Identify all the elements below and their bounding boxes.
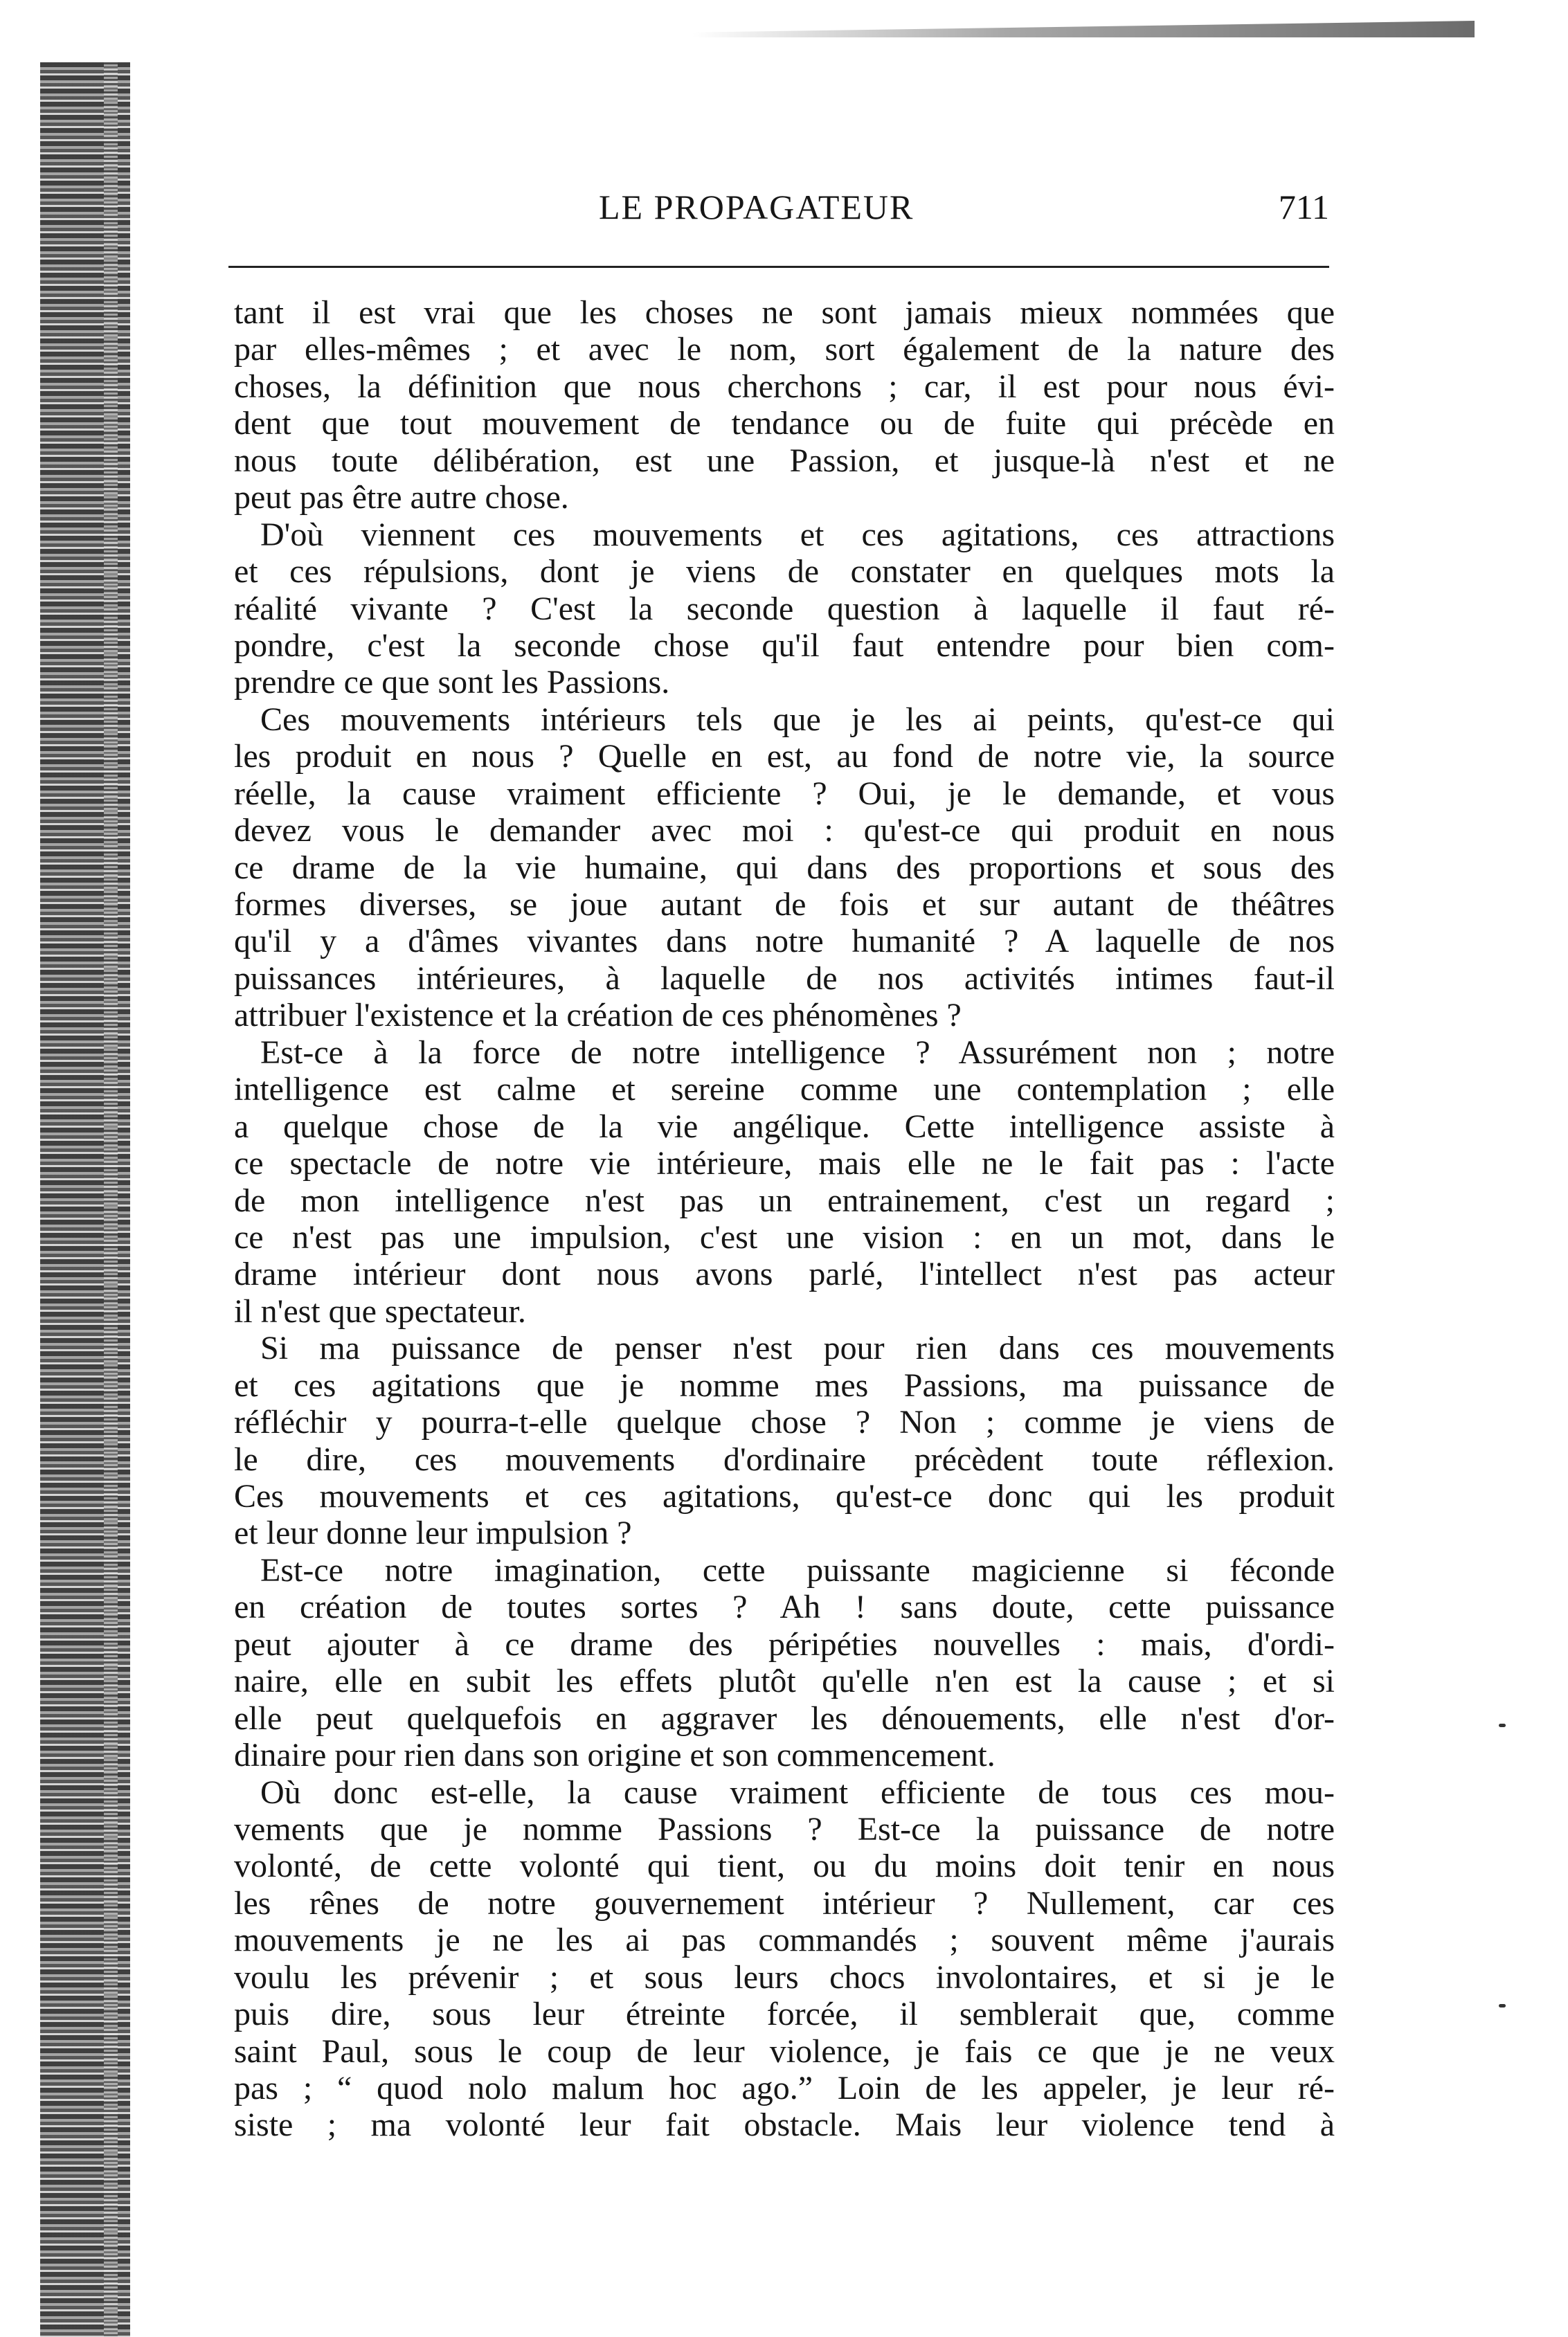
text-line: siste ; ma volonté leur fait obstacle. Mais leur violence tend à xyxy=(234,2106,1335,2144)
text-line: saint Paul, sous le coup de leur violence, je fais ce que je ne veux xyxy=(234,2032,1335,2070)
text-line: le dire, ces mouvements d'ordinaire précèdent toute réflexion. xyxy=(234,1441,1335,1478)
scanned-page-edge-shadow xyxy=(104,62,118,2337)
text-line: ce drame de la vie humaine, qui dans des proportions et sous des xyxy=(234,849,1335,886)
text-line: mouvements je ne les ai pas commandés ; souvent même j'aurais xyxy=(234,1922,1335,1959)
text-line: par elles-mêmes ; et avec le nom, sort également de la nature des xyxy=(234,331,1335,368)
running-header xyxy=(228,187,1329,235)
text-line: naire, elle en subit les effets plutôt qu'elle n'en est la cause ; et si xyxy=(234,1663,1335,1700)
page-number: 711 xyxy=(1278,188,1329,226)
text-line: pas ; “ quod nolo malum hoc ago.” Loin de les appeler, je leur ré- xyxy=(234,2070,1335,2106)
text-line: et leur donne leur impulsion ? xyxy=(234,1515,632,1552)
paragraph-start-line: D'où viennent ces mouvements et ces agitations, ces attractions xyxy=(260,516,1335,553)
paragraph-start-line: Est-ce à la force de notre intelligence ? Assurément non ; notre xyxy=(260,1034,1335,1071)
text-line: a quelque chose de la vie angélique. Cette intelligence assiste à xyxy=(234,1108,1335,1145)
text-line: réfléchir y pourra-t-elle quelque chose ? Non ; comme je viens de xyxy=(234,1404,1335,1441)
text-line: prendre ce que sont les Passions. xyxy=(234,664,670,701)
margin-speck xyxy=(1499,2004,1506,2007)
text-line: elle peut quelquefois en aggraver les dénouements, elle n'est d'or- xyxy=(234,1699,1335,1737)
text-line: attribuer l'existence et la création de ces phénomènes ? xyxy=(234,997,962,1034)
margin-speck xyxy=(1499,1724,1506,1727)
text-line: peut pas être autre chose. xyxy=(234,479,569,516)
text-line: pondre, c'est la seconde chose qu'il faut entendre pour bien com- xyxy=(234,626,1335,664)
text-line: volonté, de cette volonté qui tient, ou du moins doit tenir en nous xyxy=(234,1848,1335,1885)
text-line: il n'est que spectateur. xyxy=(234,1292,526,1330)
text-line: ce spectacle de notre vie intérieure, mais elle ne le fait pas : l'acte xyxy=(234,1145,1335,1182)
scan-smudge xyxy=(692,21,1475,37)
paragraph-start-line: Où donc est-elle, la cause vraiment efficiente de tous ces mou- xyxy=(260,1774,1335,1811)
text-line: les rênes de notre gouvernement intérieur ? Nullement, car ces xyxy=(234,1884,1335,1922)
header-rule xyxy=(228,266,1329,268)
text-line: tant il est vrai que les choses ne sont jamais mieux nommées que xyxy=(234,294,1335,331)
text-line: devez vous le demander avec moi : qu'est-ce qui produit en nous xyxy=(234,812,1335,849)
text-line: ce n'est pas une impulsion, c'est une vision : en un mot, dans le xyxy=(234,1218,1335,1256)
text-line: réelle, la cause vraiment efficiente ? Oui, je le demande, et vous xyxy=(234,775,1335,812)
text-line: puissances intérieures, à laquelle de nos activités intimes faut-il xyxy=(234,959,1335,997)
running-title: LE PROPAGATEUR xyxy=(599,188,914,226)
text-line: en création de toutes sortes ? Ah ! sans doute, cette puissance xyxy=(234,1589,1335,1626)
paragraph-start-line: Ces mouvements intérieurs tels que je les ai peints, qu'est-ce qui xyxy=(260,701,1335,738)
text-line: de mon intelligence n'est pas un entrainement, c'est un regard ; xyxy=(234,1182,1335,1219)
text-line: intelligence est calme et sereine comme une contemplation ; elle xyxy=(234,1071,1335,1108)
text-line: choses, la définition que nous cherchons ; car, il est pour nous évi- xyxy=(234,368,1335,405)
text-line: formes diverses, se joue autant de fois et sur autant de théâtres xyxy=(234,886,1335,923)
text-line: nous toute délibération, est une Passion, et jusque-là n'est et ne xyxy=(234,442,1335,479)
body-text xyxy=(234,294,1335,2232)
text-line: et ces agitations que je nomme mes Passions, ma puissance de xyxy=(234,1366,1335,1404)
text-line: Ces mouvements et ces agitations, qu'est-ce donc qui les produit xyxy=(234,1478,1335,1515)
text-line: peut ajouter à ce drame des péripéties nouvelles : mais, d'ordi- xyxy=(234,1625,1335,1663)
paragraph-start-line: Est-ce notre imagination, cette puissante magicienne si féconde xyxy=(260,1551,1335,1589)
text-line: voulu les prévenir ; et sous leurs chocs involontaires, et si je le xyxy=(234,1958,1335,1996)
text-line: drame intérieur dont nous avons parlé, l'intellect n'est pas acteur xyxy=(234,1256,1335,1293)
text-line: et ces répulsions, dont je viens de constater en quelques mots la xyxy=(234,553,1335,590)
text-line: qu'il y a d'âmes vivantes dans notre humanité ? A laquelle de nos xyxy=(234,923,1335,960)
text-line: les produit en nous ? Quelle en est, au fond de notre vie, la source xyxy=(234,738,1335,775)
text-line: réalité vivante ? C'est la seconde question à laquelle il faut ré- xyxy=(234,590,1335,627)
text-line: puis dire, sous leur étreinte forcée, il semblerait que, comme xyxy=(234,1996,1335,2033)
paragraph-start-line: Si ma puissance de penser n'est pour rien dans ces mouvements xyxy=(260,1330,1335,1367)
text-line: dent que tout mouvement de tendance ou de fuite qui précède en xyxy=(234,405,1335,442)
text-line: vements que je nomme Passions ? Est-ce la puissance de notre xyxy=(234,1810,1335,1848)
text-line: dinaire pour rien dans son origine et son commencement. xyxy=(234,1737,995,1774)
